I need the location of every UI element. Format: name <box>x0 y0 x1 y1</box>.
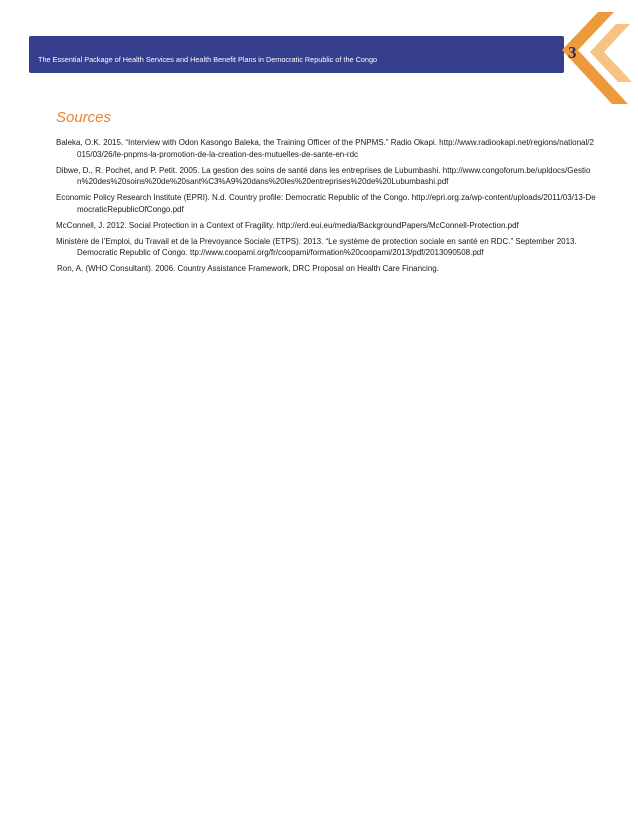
reference-text: Economic Policy Research Institute (EPRI). N.d. Country profile: Democratic Republic of the Congo. <box>56 193 410 202</box>
reference-item <box>56 165 596 188</box>
reference-text: Ministère de l’Emploi, du Travail et de la Prevoyance Sociale (ETPS). 2013. “Le système de protection sociale en santé en RDC.” September 2013. Democratic Republic of Congo. <box>56 236 577 257</box>
reference-link[interactable]: http://erd.eui.eu/media/BackgroundPapers/McConnell-Protection.pdf <box>276 220 519 230</box>
section-heading: Sources <box>56 109 112 126</box>
document-title: The Essential Package of Health Services and Health Benefit Plans in Democratic Republic of the Congo <box>38 55 378 64</box>
reference-text: McConnell, J. 2012. Social Protection in a Context of Fragility. <box>56 220 275 230</box>
reference-text: Dibwe, D., R. Pochet, and P. Petit. 2005. La gestion des soins de santé dans les entreprises de Lubumbashi. <box>56 165 441 175</box>
page-number: 3 <box>568 43 577 62</box>
reference-text: Ron, A. (WHO Consultant). 2006. Country Assistance Framework, DRC Proposal on Health Care Financing. <box>57 264 439 273</box>
chevron-decoration <box>0 0 638 120</box>
reference-link[interactable]: http://www.radiookapi.net/regions/national/2015/03/26/le-pnpms-la-promotion-de-la-creation-des-mutuelles-de-sante-en-rdc <box>77 138 594 159</box>
reference-item <box>56 220 596 232</box>
reference-link[interactable]: ttp://www.coopami.org/fr/coopami/formation%20coopami/2013/pdf/2013090508.pdf <box>189 248 484 257</box>
reference-item <box>56 137 596 160</box>
reference-item <box>56 236 596 259</box>
reference-text: Baleka, O.K. 2015. “Interview with Odon Kasongo Baleka, the Training Officer of the PNPMS.” Radio Okapi. <box>56 138 437 147</box>
reference-link[interactable]: http://www.congoforum.be/upldocs/Gestion%20des%20soins%20de%20sant%C3%A9%20dans%20les%20entreprises%20de%20Lubumbashi.pdf <box>77 165 591 186</box>
reference-item <box>56 192 596 215</box>
sources-list <box>56 137 596 279</box>
reference-link[interactable]: http://epri.org.za/wp-content/uploads/2011/03/13-DemocraticRepublicOfCongo.pdf <box>77 193 596 214</box>
reference-item <box>56 263 596 275</box>
